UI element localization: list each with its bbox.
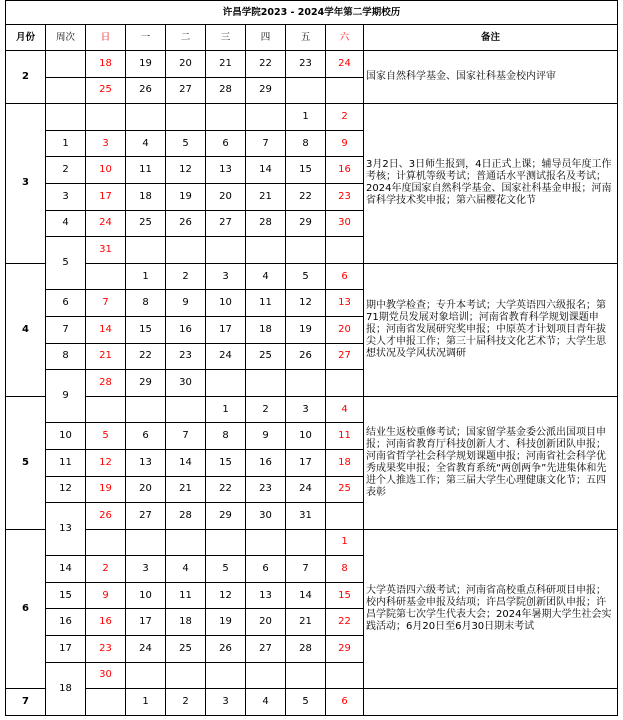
day-cell-sun: 25 [86,77,126,104]
day-cell-sat: 8 [326,556,364,583]
week-number-cell: 12 [46,476,86,503]
day-cell-thu [246,529,286,556]
day-cell-tue: 5 [166,130,206,157]
day-cell-tue: 7 [166,423,206,450]
header-week: 周次 [46,25,86,51]
day-cell-wed: 22 [206,476,246,503]
week-number-cell: 14 [46,556,86,583]
day-cell-sat: 4 [326,396,364,423]
day-cell-tue [166,662,206,689]
day-cell-fri: 1 [286,104,326,131]
header-remark: 备注 [364,25,618,51]
day-cell-fri: 8 [286,130,326,157]
day-cell-fri [286,77,326,104]
day-cell-fri: 10 [286,423,326,450]
day-cell-wed: 15 [206,449,246,476]
day-cell-sun: 30 [86,662,126,689]
day-cell-fri [286,237,326,264]
remark-cell: 结业生返校重修考试；国家留学基金委公派出国项目申报；河南省教育厅科技创新人才、科技创新团队申报；河南省哲学社会科学规划课题申报；河南省社会科学优秀成果奖申报；全省教育系统“两创两争”先进集体和先进个人推选工作；第三届大学生心理健康文化节；五四表彰 [364,396,618,529]
day-cell-fri: 19 [286,316,326,343]
day-cell-sun: 28 [86,370,126,397]
day-cell-fri: 14 [286,582,326,609]
day-cell-mon [126,529,166,556]
day-cell-thu: 4 [246,263,286,290]
day-cell-tue [166,396,206,423]
day-cell-sat [326,370,364,397]
week-number-cell: 18 [46,662,86,715]
day-cell-tue: 30 [166,370,206,397]
day-cell-thu: 30 [246,503,286,530]
day-cell-mon [126,104,166,131]
week-number-cell: 2 [46,157,86,184]
day-cell-wed [206,104,246,131]
day-cell-fri: 24 [286,476,326,503]
day-cell-sat [326,77,364,104]
day-cell-fri: 5 [286,263,326,290]
day-cell-sun [86,529,126,556]
day-cell-wed: 21 [206,51,246,78]
calendar-week-row [6,263,618,290]
day-cell-fri [286,529,326,556]
day-cell-fri: 21 [286,609,326,636]
school-calendar-table [5,0,618,716]
day-cell-sun [86,263,126,290]
week-number-cell: 17 [46,636,86,663]
day-cell-tue: 28 [166,503,206,530]
day-cell-sun: 24 [86,210,126,237]
day-cell-wed [206,237,246,264]
header-sunday: 日 [86,25,126,51]
day-cell-fri [286,662,326,689]
week-number-cell [46,77,86,104]
day-cell-thu: 16 [246,449,286,476]
day-cell-mon: 13 [126,449,166,476]
day-cell-sat: 2 [326,104,364,131]
day-cell-sat: 13 [326,290,364,317]
month-cell: 4 [6,263,46,396]
day-cell-mon: 26 [126,77,166,104]
day-cell-tue: 9 [166,290,206,317]
remark-cell: 期中教学检查；专升本考试；大学英语四六级报名；第71期党员发展对象培训；河南省教育科学规划课题申报；河南省发展研究奖申报；中原英才计划项目青年拔尖人才申报工作；第三十届科技文化艺术节；大学生思想状况及学风状况调研 [364,263,618,396]
day-cell-wed: 10 [206,290,246,317]
day-cell-mon: 11 [126,157,166,184]
header-monday: 一 [126,25,166,51]
month-cell: 5 [6,396,46,529]
day-cell-thu: 11 [246,290,286,317]
remark-cell [364,689,618,716]
header-tuesday: 二 [166,25,206,51]
day-cell-sun: 3 [86,130,126,157]
day-cell-mon: 19 [126,51,166,78]
day-cell-tue: 18 [166,609,206,636]
day-cell-mon: 22 [126,343,166,370]
day-cell-sun [86,396,126,423]
day-cell-tue [166,529,206,556]
day-cell-sun: 12 [86,449,126,476]
day-cell-mon: 1 [126,263,166,290]
calendar-title: 许昌学院2023 - 2024学年第二学期校历 [6,1,618,25]
day-cell-sun: 2 [86,556,126,583]
day-cell-thu [246,370,286,397]
day-cell-thu: 28 [246,210,286,237]
week-number-cell: 16 [46,609,86,636]
week-number-cell: 11 [46,449,86,476]
day-cell-sat: 1 [326,529,364,556]
day-cell-mon: 29 [126,370,166,397]
week-number-cell [46,104,86,131]
day-cell-fri: 28 [286,636,326,663]
day-cell-sun: 23 [86,636,126,663]
day-cell-thu [246,104,286,131]
day-cell-mon: 20 [126,476,166,503]
week-number-cell: 8 [46,343,86,370]
header-thursday: 四 [246,25,286,51]
day-cell-mon [126,396,166,423]
day-cell-wed: 19 [206,609,246,636]
day-cell-mon: 1 [126,689,166,716]
day-cell-thu: 7 [246,130,286,157]
day-cell-sat: 11 [326,423,364,450]
day-cell-sat: 18 [326,449,364,476]
day-cell-tue: 23 [166,343,206,370]
header-wednesday: 三 [206,25,246,51]
day-cell-sat: 30 [326,210,364,237]
day-cell-thu: 4 [246,689,286,716]
day-cell-sat: 6 [326,263,364,290]
day-cell-thu: 22 [246,51,286,78]
month-cell: 6 [6,529,46,689]
header-saturday: 六 [326,25,364,51]
remark-cell: 大学英语四六级考试；河南省高校重点科研项目申报；校内科研基金申报及结项；许昌学院创新团队申报；许昌学院第七次学生代表大会；2024年暑期大学生社会实践活动；6月20日至6月30日期末考试 [364,529,618,689]
day-cell-mon: 25 [126,210,166,237]
day-cell-wed: 17 [206,316,246,343]
day-cell-sat: 23 [326,183,364,210]
day-cell-wed: 24 [206,343,246,370]
day-cell-thu: 21 [246,183,286,210]
day-cell-fri: 17 [286,449,326,476]
calendar-week-row [6,396,618,423]
day-cell-sat [326,237,364,264]
week-number-cell: 15 [46,582,86,609]
day-cell-tue: 2 [166,689,206,716]
day-cell-tue [166,104,206,131]
day-cell-tue: 21 [166,476,206,503]
day-cell-wed: 26 [206,636,246,663]
day-cell-tue: 25 [166,636,206,663]
day-cell-fri: 31 [286,503,326,530]
remark-cell: 国家自然科学基金、国家社科基金校内评审 [364,51,618,104]
day-cell-mon: 10 [126,582,166,609]
day-cell-thu: 27 [246,636,286,663]
day-cell-sun: 19 [86,476,126,503]
day-cell-tue: 14 [166,449,206,476]
day-cell-sun: 16 [86,609,126,636]
day-cell-sun: 26 [86,503,126,530]
day-cell-wed: 12 [206,582,246,609]
calendar-week-row [6,529,618,556]
day-cell-sat: 27 [326,343,364,370]
day-cell-tue: 16 [166,316,206,343]
header-friday: 五 [286,25,326,51]
day-cell-mon [126,662,166,689]
day-cell-sun: 14 [86,316,126,343]
calendar-week-row [6,104,618,131]
day-cell-thu [246,662,286,689]
day-cell-mon: 27 [126,503,166,530]
day-cell-mon: 8 [126,290,166,317]
day-cell-wed: 6 [206,130,246,157]
week-number-cell: 9 [46,370,86,423]
day-cell-sun: 5 [86,423,126,450]
month-cell: 2 [6,51,46,104]
calendar-week-row [6,51,618,78]
day-cell-tue: 20 [166,51,206,78]
day-cell-wed: 13 [206,157,246,184]
day-cell-wed: 29 [206,503,246,530]
day-cell-mon: 17 [126,609,166,636]
day-cell-tue: 19 [166,183,206,210]
day-cell-fri: 5 [286,689,326,716]
day-cell-mon: 24 [126,636,166,663]
day-cell-wed: 3 [206,689,246,716]
day-cell-sat: 24 [326,51,364,78]
week-number-cell: 7 [46,316,86,343]
day-cell-tue: 2 [166,263,206,290]
week-number-cell: 13 [46,503,86,556]
header-row [6,25,618,51]
week-number-cell: 10 [46,423,86,450]
day-cell-sat: 25 [326,476,364,503]
day-cell-wed: 3 [206,263,246,290]
day-cell-sun: 10 [86,157,126,184]
day-cell-tue: 12 [166,157,206,184]
day-cell-tue: 27 [166,77,206,104]
remark-cell: 3月2日、3日师生报到，4日正式上课；辅导员年度工作考核；计算机等级考试；普通话水平测试报名及考试；2024年度国家自然科学基金、国家社科基金申报；河南省科学技术奖申报；第六届樱花文化节 [364,104,618,264]
day-cell-mon: 3 [126,556,166,583]
day-cell-sat: 16 [326,157,364,184]
month-cell: 3 [6,104,46,264]
day-cell-sat [326,503,364,530]
day-cell-sat: 6 [326,689,364,716]
day-cell-fri [286,370,326,397]
day-cell-tue: 26 [166,210,206,237]
day-cell-fri: 22 [286,183,326,210]
day-cell-fri: 7 [286,556,326,583]
day-cell-tue: 11 [166,582,206,609]
header-month: 月份 [6,25,46,51]
day-cell-wed: 27 [206,210,246,237]
day-cell-wed: 1 [206,396,246,423]
day-cell-wed: 28 [206,77,246,104]
day-cell-sat: 9 [326,130,364,157]
day-cell-fri: 15 [286,157,326,184]
day-cell-wed: 20 [206,183,246,210]
month-cell: 7 [6,689,46,716]
calendar-week-row [6,689,618,716]
week-number-cell: 4 [46,210,86,237]
day-cell-fri: 26 [286,343,326,370]
day-cell-fri: 12 [286,290,326,317]
day-cell-thu: 29 [246,77,286,104]
day-cell-tue: 4 [166,556,206,583]
day-cell-thu: 14 [246,157,286,184]
day-cell-thu: 18 [246,316,286,343]
day-cell-sat: 29 [326,636,364,663]
day-cell-mon: 15 [126,316,166,343]
day-cell-thu: 25 [246,343,286,370]
day-cell-thu: 6 [246,556,286,583]
day-cell-tue [166,237,206,264]
week-number-cell: 5 [46,237,86,290]
day-cell-fri: 29 [286,210,326,237]
day-cell-sun: 17 [86,183,126,210]
day-cell-wed [206,370,246,397]
day-cell-thu: 2 [246,396,286,423]
day-cell-mon: 4 [126,130,166,157]
day-cell-sat: 15 [326,582,364,609]
day-cell-sun [86,104,126,131]
day-cell-fri: 23 [286,51,326,78]
week-number-cell [46,51,86,78]
day-cell-sat: 22 [326,609,364,636]
day-cell-fri: 3 [286,396,326,423]
day-cell-thu: 23 [246,476,286,503]
day-cell-sun: 21 [86,343,126,370]
day-cell-mon [126,237,166,264]
day-cell-sat [326,662,364,689]
day-cell-sat: 20 [326,316,364,343]
day-cell-wed [206,529,246,556]
day-cell-sun [86,689,126,716]
day-cell-sun: 9 [86,582,126,609]
week-number-cell: 1 [46,130,86,157]
day-cell-wed: 5 [206,556,246,583]
week-number-cell: 6 [46,290,86,317]
day-cell-sun: 18 [86,51,126,78]
day-cell-thu: 20 [246,609,286,636]
day-cell-mon: 6 [126,423,166,450]
day-cell-sun: 7 [86,290,126,317]
day-cell-thu: 13 [246,582,286,609]
day-cell-thu [246,237,286,264]
week-number-cell: 3 [46,183,86,210]
day-cell-sun: 31 [86,237,126,264]
day-cell-thu: 9 [246,423,286,450]
day-cell-wed [206,662,246,689]
day-cell-mon: 18 [126,183,166,210]
day-cell-wed: 8 [206,423,246,450]
